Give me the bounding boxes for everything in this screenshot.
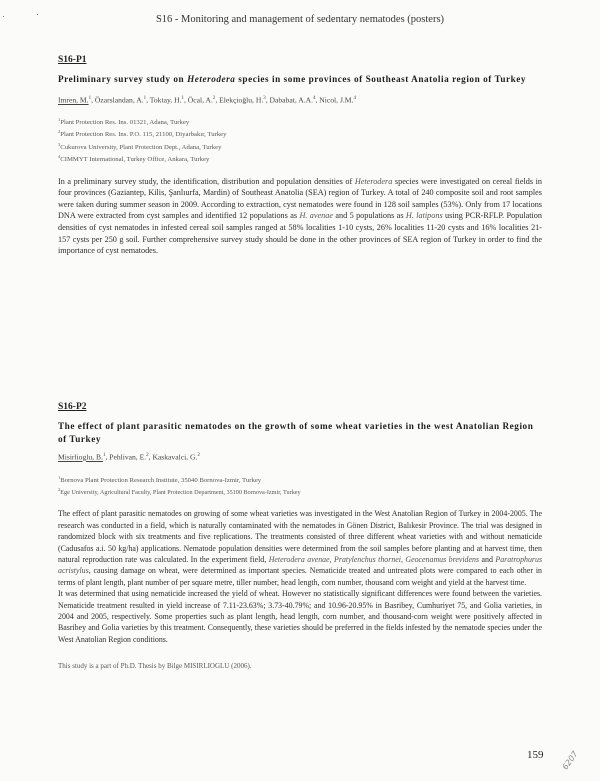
affiliation-sup: 1 bbox=[58, 116, 61, 122]
affiliation bbox=[58, 152, 542, 165]
title-text: species in some provinces of Southeast Anatolia region of Turkey bbox=[235, 74, 527, 84]
affiliation-sup: 2 bbox=[58, 129, 61, 135]
author: Kaskavalci, G. bbox=[152, 452, 198, 462]
author: Dababat, A.A. bbox=[269, 95, 313, 105]
page-number: 159 bbox=[527, 749, 544, 761]
thesis-note: This study is a part of Ph.D. Thesis by Bilge MISIRLIOGLU (2006). bbox=[58, 662, 252, 671]
species-name: Heterodera bbox=[354, 176, 393, 186]
paper-title: The effect of plant parasitic nematodes on the growth of some wheat varieties in the west Anatolian Region of Turkey bbox=[58, 421, 534, 444]
affiliation-list bbox=[58, 115, 542, 165]
affiliation bbox=[58, 473, 542, 486]
affiliation-sup: 1 bbox=[58, 474, 61, 480]
author-sup: 1 bbox=[88, 96, 92, 101]
title-text: Preliminary survey study on bbox=[58, 74, 188, 84]
affiliation-text: Cukurova University, Plant Protection Dept., Adana, Turkey bbox=[60, 143, 222, 151]
abstract-text: using PCR-RFLP. Population densities of cyst nematodes in infested cereal soil samples ranged at 58% localities 1-10 cysts, 26% localities 11-20 cysts and 16% localities 21-157 cysts per 250 g soil. Further comprehensive survey study should be done in the other provinces of SEA region of Turkey in order to find the importance of cyst nematodes. bbox=[58, 211, 542, 256]
author-sup: 2 bbox=[146, 453, 149, 458]
paper-id: S16-P2 bbox=[58, 402, 87, 412]
author-sup: 1 bbox=[181, 96, 184, 101]
presenting-author: Imren, M. bbox=[58, 95, 89, 105]
author-sup: 1 bbox=[102, 453, 106, 458]
author-sup: 4 bbox=[312, 96, 316, 101]
title-genus: Heterodera bbox=[187, 74, 236, 84]
species-name: Heterodera avenae, Pratylenchus thornei, Geocenamus brevidens bbox=[268, 555, 480, 565]
author-sup: 2 bbox=[197, 453, 200, 458]
affiliation-text: Bornova Plant Protection Research Institute, 35040 Bornova-Izmir, Turkey bbox=[60, 476, 262, 484]
author: Elekçioğlu, H. bbox=[219, 95, 264, 105]
species-name: H. latipons bbox=[405, 211, 443, 221]
abstract bbox=[58, 508, 542, 645]
presenting-author: Misirlioglu, B. bbox=[58, 452, 103, 462]
paper-s16-p2 bbox=[58, 402, 542, 670]
paper-s16-p1 bbox=[58, 55, 542, 257]
running-head: S16 - Monitoring and management of sedentary nematodes (posters) bbox=[155, 14, 445, 25]
abstract-text: , causing damage on wheat, were determined as important species. Nematicide treated and untreated plots were compared to each other in terms of plant length, plant number of per square metre, tiller number, head length, corn number, thousand corn weight and yield at the harvest time. bbox=[58, 566, 542, 587]
affiliation bbox=[58, 140, 542, 153]
abstract-paragraph bbox=[58, 176, 542, 257]
abstract-text: and bbox=[479, 555, 496, 565]
affiliation-text: CIMMYT International, Turkey Office, Ankara, Turkey bbox=[60, 156, 210, 164]
author-sup: 4 bbox=[353, 96, 356, 101]
author-sup: 3 bbox=[263, 96, 266, 101]
author-list: Imren, M.$^1$, Özarslandan, A.$^1$, Toktay, H.$^1$, Öcal, A.$^2$, Elekçioğlu, H.$^3$, Dababat, A.A.$^4$, Nicol, J.M.$^4$ bbox=[58, 95, 356, 105]
author: Öcal, A. bbox=[187, 95, 213, 105]
abstract-paragraph: It was determined that using nematicide increased the yield of wheat. However no statistically significant differences were found between the varieties. Nematicide treatment resulted in yield increase of 7.11-23.63%; 3.73-40.79%; and 10.96-20.95% in Basribey, Cumhuriyet 75, and Golia varieties, in 2004 and 2005, respectively. Some properties such as plant length, head length, corn number, and thousand-corn weight were positively affected in Basribey and Golia varieties by this treatment. Consequently, these varieties should be preferred in the fields infested by the nematode species under the West Anatolian Region conditions. bbox=[58, 589, 542, 644]
abstract bbox=[58, 176, 542, 257]
handwritten-annotation: 6207 bbox=[560, 749, 580, 772]
author-sup: 2 bbox=[212, 96, 216, 101]
paper-title bbox=[58, 73, 542, 86]
affiliation-list bbox=[58, 473, 542, 498]
affiliation bbox=[58, 115, 542, 128]
abstract-paragraph bbox=[58, 508, 542, 588]
paper-id: S16-P1 bbox=[58, 55, 87, 65]
species-name: Paratrophurus acristylus bbox=[58, 555, 543, 576]
affiliation-text: Plant Protection Res. Ins. P.O. 115, 21100, Diyarbakır, Turkey bbox=[60, 131, 227, 139]
author-list: Misirlioglu, B.$^1$, Pehlivan, E.$^2$, Kaskavalci, G.$^2$ bbox=[58, 452, 200, 462]
author: Nicol, J.M. bbox=[319, 95, 354, 105]
author: Toktay, H. bbox=[149, 95, 182, 105]
abstract-text: and 5 populations as bbox=[332, 211, 406, 221]
abstract-text: In a preliminary survey study, the identification, distribution and population densities of bbox=[58, 176, 355, 186]
species-name: H. avenae bbox=[299, 211, 333, 221]
author: Pehlivan, E. bbox=[109, 452, 147, 462]
author-sup: 1 bbox=[143, 96, 147, 101]
abstract-text: species were investigated on cereal fields in four provinces (Gaziantep, Kilis, Şanlıurfa, Mardin) of Southeast Anatolia (SEA) region of Turkey. A total of 240 composite soil and root samples were taken during summer season in 2009. According to extraction, cyst nematodes were found in 128 soil samples (53%). Only from 17 locations DNA were extracted from cyst samples and identified 12 populations as bbox=[58, 176, 542, 221]
affiliation-sup: 2 bbox=[58, 487, 61, 493]
affiliation bbox=[58, 485, 542, 497]
abstract-text: The effect of plant parasitic nematodes on growing of some wheat varieties was investigated in the West Anatolian Region of Turkey in 2004-2005. The research was conducted in a field, which is naturally contaminated with the nematodes in Gönen District, Balıkesir Province. The trial was designed in randomized block with six treatments and five replications. The treatments consisted of three different wheat varieties with and without nematicide (Cadusafos a.i. 50 kg/ha) applications. Nematode population densities were determined from the soil samples before planting and at harvest time, then natural reproduction rate was calculated. In the experiment field, bbox=[58, 509, 542, 565]
affiliation-sup: 3 bbox=[58, 141, 61, 147]
author: Özarslandan, A. bbox=[94, 95, 144, 105]
affiliation-text: Plant Protection Res. Ins. 01321, Adana, Turkey bbox=[60, 118, 190, 126]
affiliation-sup: 4 bbox=[58, 154, 61, 160]
affiliation bbox=[58, 127, 542, 140]
affiliation-text: Ege University, Agricultural Faculty, Plant Protection Department, 35100 Bornova-Izmir, Turkey bbox=[60, 489, 301, 497]
